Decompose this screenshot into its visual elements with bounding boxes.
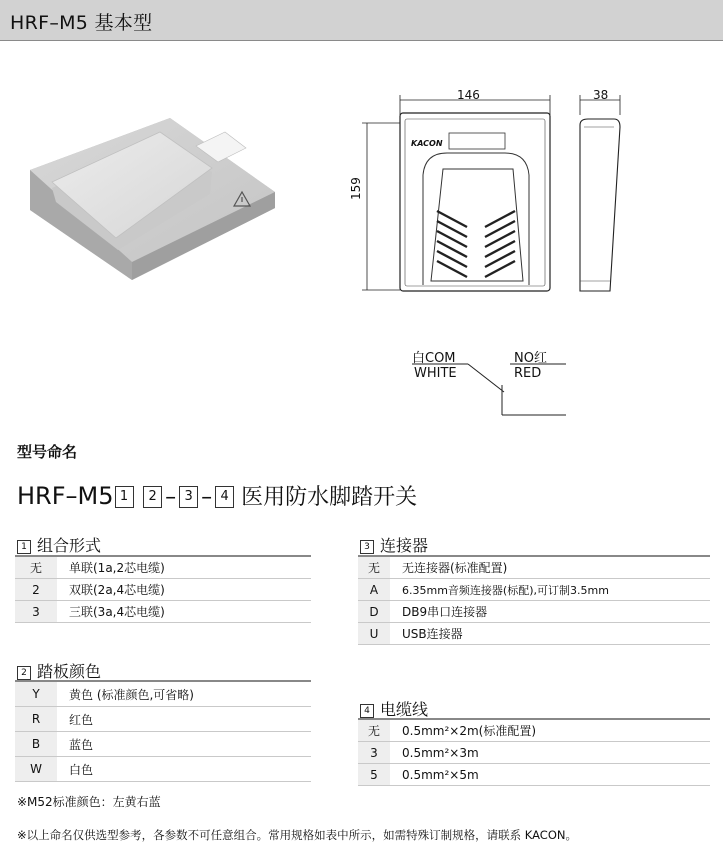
row-value: 单联(1a,2芯电缆) [57,556,311,579]
model-heading: 型号命名 [17,443,78,461]
section-4-label: 电缆线 [380,700,429,719]
section-1-number: 1 [17,540,31,554]
model-dash: – [201,485,213,510]
row-key: B [15,732,57,757]
table-row [15,579,311,601]
table-connector [358,555,710,645]
section-title: HRF–M5 基本型 [10,12,153,34]
row-key: 3 [358,742,390,764]
model-prefix: HRF–M5 [17,482,114,510]
section-2-title [17,659,101,682]
width-dimension: 146 [457,88,480,102]
depth-dimension: 38 [593,88,609,102]
row-value: 6.35mm音频连接器(标配),可订制3.5mm [390,579,710,601]
row-value: 白色 [57,757,311,782]
row-key: 无 [358,719,390,742]
model-slot-1: 1 [115,486,134,508]
row-value: 黄色 (标准颜色,可省略) [57,681,311,707]
front-view-drawing [355,85,555,300]
table-row [358,623,710,645]
kacon-logo: KACON [411,139,443,148]
table-cable [358,718,710,786]
model-dash: – [165,485,177,510]
table-row [358,601,710,623]
section-3-number: 3 [360,540,374,554]
table-row [358,579,710,601]
row-key: 2 [15,579,57,601]
table-row [15,707,311,732]
model-code [17,480,417,511]
row-key: R [15,707,57,732]
model-description: 医用防水脚踏开关 [241,485,418,510]
row-key: Y [15,681,57,707]
row-key: D [358,601,390,623]
row-key: 无 [15,556,57,579]
model-slot-3: 3 [179,486,198,508]
row-key: 无 [358,556,390,579]
table-row [15,601,311,623]
row-value: USB连接器 [390,623,710,645]
section-1-label: 组合形式 [37,536,102,555]
table-row [15,732,311,757]
table-row [15,681,311,707]
table-row [358,719,710,742]
section-2-number: 2 [17,666,31,680]
model-slot-2: 2 [143,486,162,508]
side-view-drawing [570,85,630,300]
section-1-title [17,533,101,556]
row-value: 0.5mm²×2m(标准配置) [390,719,710,742]
height-dimension: 159 [349,177,363,200]
row-key: W [15,757,57,782]
table-row [358,556,710,579]
row-value: 三联(3a,4芯电缆) [57,601,311,623]
model-slot-4: 4 [215,486,234,508]
wire-red-label: RED [514,366,542,381]
table-pedal-color [15,680,311,782]
wire-com-label: 白COM [412,351,456,366]
section-4-title [360,697,428,720]
table-row [358,764,710,786]
footer-note: ※以上命名仅供选型参考，各参数不可任意组合。常用规格如表中所示，如需特殊订制规格，请联系 KACON。 [17,828,577,842]
row-value: 蓝色 [57,732,311,757]
wire-white-label: WHITE [414,366,457,381]
section-3-label: 连接器 [380,536,429,555]
row-value: 0.5mm²×3m [390,742,710,764]
row-value: 无连接器(标准配置) [390,556,710,579]
table-row [358,742,710,764]
product-photo [20,110,280,285]
table-row [15,757,311,782]
row-value: 双联(2a,4芯电缆) [57,579,311,601]
section-4-number: 4 [360,704,374,718]
row-key: U [358,623,390,645]
wire-no-label: NO红 [514,351,547,366]
row-key: 3 [15,601,57,623]
row-key: A [358,579,390,601]
color-note: ※M52标准颜色：左黄右蓝 [17,795,161,809]
row-value: DB9串口连接器 [390,601,710,623]
section-3-title [360,533,428,556]
table-combination [15,555,311,623]
table-row [15,556,311,579]
row-key: 5 [358,764,390,786]
row-value: 0.5mm²×5m [390,764,710,786]
section-2-label: 踏板颜色 [37,662,102,681]
row-value: 红色 [57,707,311,732]
